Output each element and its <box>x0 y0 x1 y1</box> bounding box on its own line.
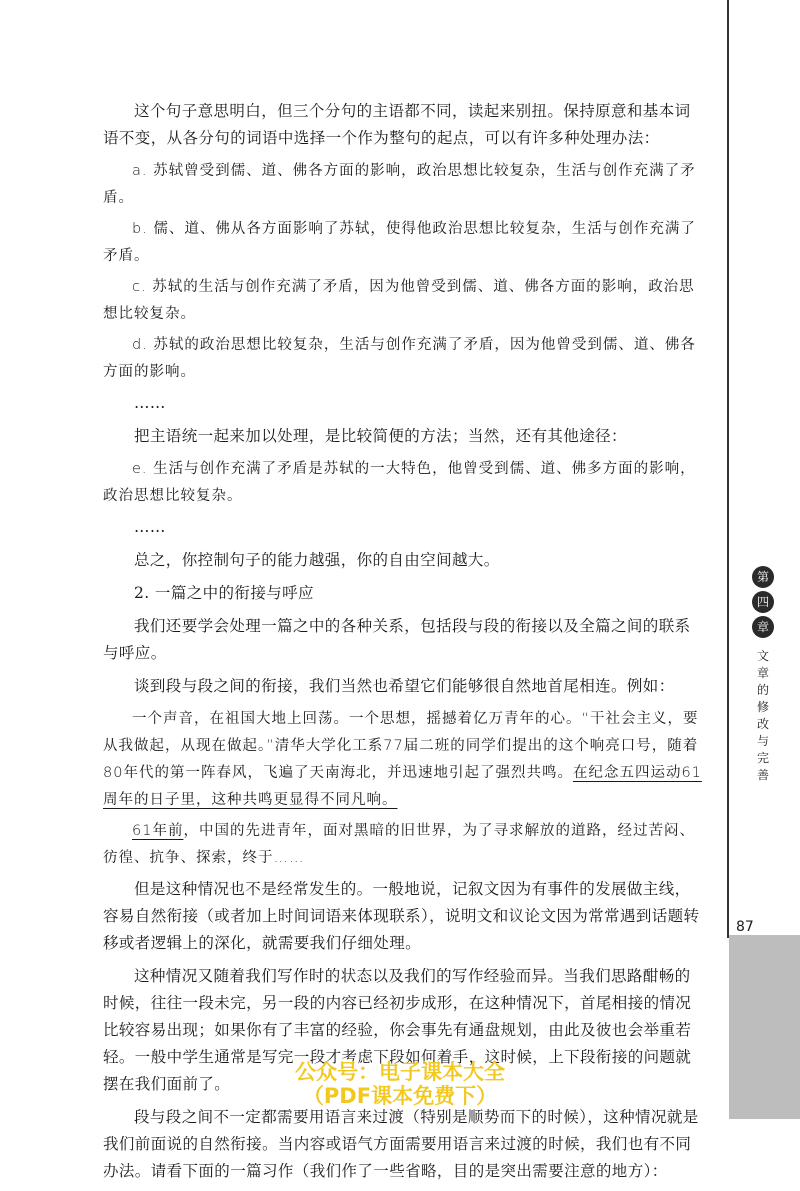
watermark-line: （PDF课本免费下） <box>302 1084 498 1108</box>
paragraph: 总之，你控制句子的能力越强，你的自由空间越大。 <box>134 551 500 569</box>
paragraph: 段与段之间不一定都需要用语言来过渡（特别是顺势而下的时候），这种情况就是我们前面说的自然衔接。当内容或语气方面需要用语言来过渡的时候，我们也有不同办法。请看下面的一篇习作（我们作了一些省略，目的是突出需要注意的地方）： <box>103 1108 699 1180</box>
ellipsis: …… <box>134 518 166 536</box>
chapter-sidebar <box>741 566 785 784</box>
paragraph: 但是这种情况也不是经常发生的。一般地说，记叙文因为有事件的发展做主线，容易自然衔接（或者加上时间词语来体现联系），说明文和议论文因为常常遇到话题转移或者逻辑上的深化，就需要我们仔细处理。 <box>103 880 700 952</box>
chapter-title-char: 的 <box>756 683 769 697</box>
watermark-line: 公众号：电子课本大全 <box>295 1060 505 1084</box>
chapter-title-char: 修 <box>756 700 769 714</box>
quoted-passage <box>103 706 703 814</box>
example-sentence-a: a. 苏轼曾受到儒、道、佛各方面的影响，政治思想比较复杂，生活与创作充满了矛盾。 <box>103 163 696 206</box>
page-body <box>103 98 703 1191</box>
chapter-title-char: 文 <box>756 649 769 663</box>
chapter-title-char: 完 <box>756 751 769 765</box>
page-edge-rule <box>727 0 729 938</box>
page-number: 87 <box>736 919 754 935</box>
paragraph: 把主语统一起来加以处理，是比较简便的方法；当然，还有其他途径： <box>134 427 627 445</box>
paragraph: 我们还要学会处理一篇之中的各种关系，包括段与段的衔接以及全篇之间的联系与呼应。 <box>103 617 691 662</box>
chapter-label-char: 四 <box>752 591 774 613</box>
paragraph: 这个句子意思明白，但三个分句的主语都不同，读起来别扭。保持原意和基本词语不变，从各分句的词语中选择一个作为整句的起点，可以有许多种处理办法： <box>103 102 691 147</box>
chapter-label-char: 第 <box>752 566 774 588</box>
example-sentence-c: c. 苏轼的生活与创作充满了矛盾，因为他曾受到儒、道、佛各方面的影响，政治思想比较复杂。 <box>103 279 695 322</box>
chapter-title-char: 善 <box>756 768 769 782</box>
quote-text: 一个声音，在祖国大地上回荡。一个思想，摇撼着亿万青年的心。“干社会主义，要从我做起，从现在做起。”清华大学化工系77届二班的同学们提出的这个响亮口号，随着80年代的第一阵春风，飞遍了天南海北，并迅速地引起了强烈共鸣。 <box>103 711 699 781</box>
chapter-title-char: 改 <box>756 717 769 731</box>
ellipsis: …… <box>134 394 166 412</box>
example-sentence-d: d. 苏轼的政治思想比较复杂，生活与创作充满了矛盾，因为他曾受到儒、道、佛各方面的影响。 <box>103 337 696 380</box>
paragraph: 谈到段与段之间的衔接，我们当然也希望它们能够很自然地首尾相连。例如： <box>134 677 675 695</box>
quote-underlined-text: 在纪念五四运动61周年的日子里，这种共鸣更显得不同凡响。 <box>103 765 702 808</box>
example-sentence-e: e. 生活与创作充满了矛盾是苏轼的一大特色，他曾受到儒、道、佛多方面的影响，政治思想比较复杂。 <box>103 461 696 504</box>
chapter-title <box>741 648 785 784</box>
chapter-title-char: 与 <box>756 734 769 748</box>
paragraph: 这种情况又随着我们写作时的状态以及我们的写作经验而异。当我们思路酣畅的时候，往往一段未完，另一段的内容已经初步成形，在这种情况下，首尾相接的情况比较容易出现；如果你有了丰富的经验，你会事先有通盘规划，由此及彼也会举重若轻。一般中学生通常是写完一段才考虑下段如何着手，这时候，上下段衔接的问题就摆在我们面前了。 <box>103 967 692 1093</box>
quote-text: ，中国的先进青年，面对黑暗的旧世界，为了寻求解放的道路，经过苦闷、彷徨、抗争、探索，终于…… <box>103 823 695 866</box>
section-heading: 2. 一篇之中的衔接与呼应 <box>134 584 314 602</box>
chapter-title-char: 章 <box>756 666 769 680</box>
chapter-label-char: 章 <box>752 616 774 638</box>
quote-underlined-text: 61年前 <box>132 823 184 839</box>
example-sentence-b: b. 儒、道、佛从各方面影响了苏轼，使得他政治思想比较复杂，生活与创作充满了矛盾。 <box>103 221 696 264</box>
quoted-passage <box>103 818 703 872</box>
